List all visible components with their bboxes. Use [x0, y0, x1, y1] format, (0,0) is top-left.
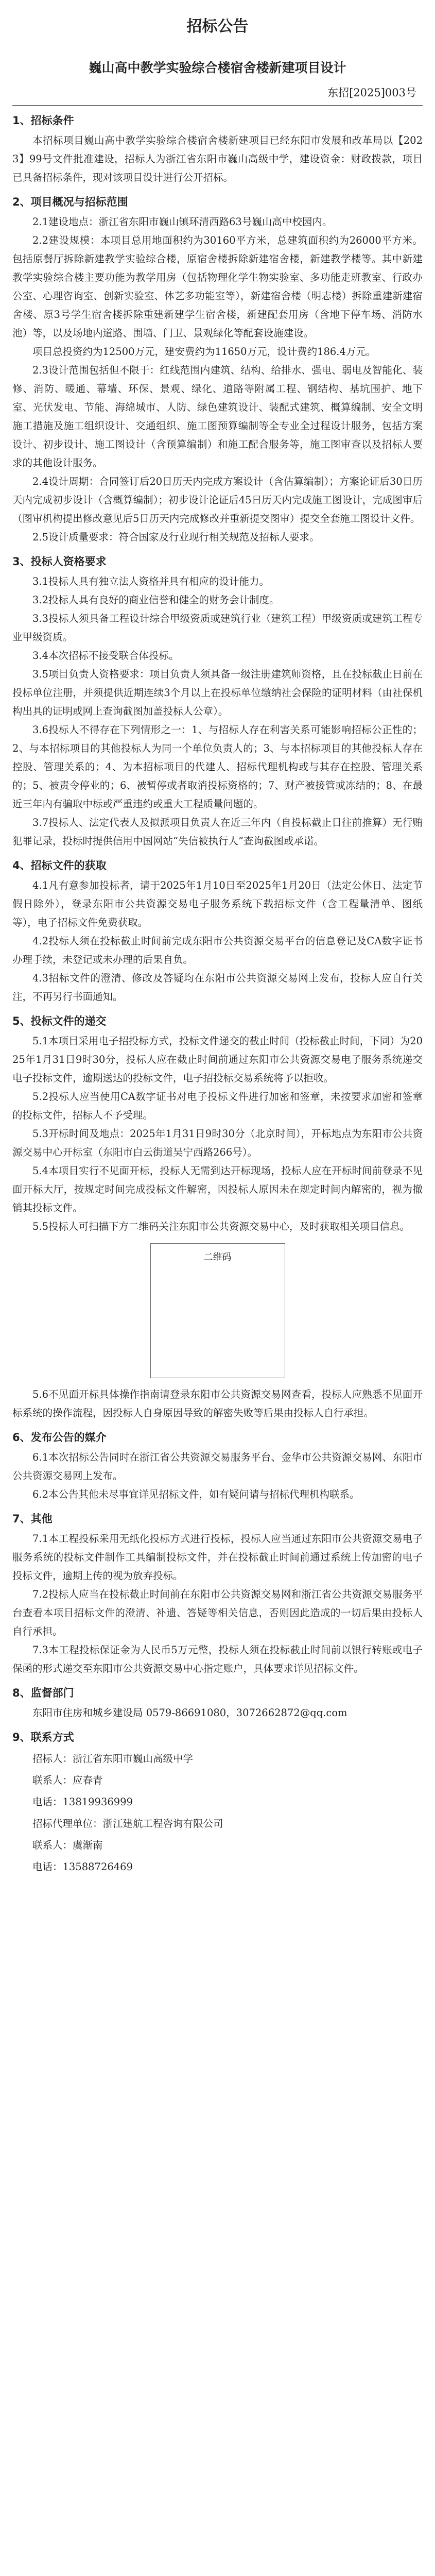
contact-agency-person — [12, 1835, 423, 1856]
section-heading: 5、投标文件的递交 — [12, 1015, 107, 1027]
section-paragraph: 2.2建设规模：本项目总用地面积约为30160平方米，总建筑面积约为26000平方米。包括原餐厅拆除新建教学实验综合楼，原宿舍楼拆除新建宿舍楼，新建教学楼等。其中新建教学实验综合楼主要功能为教学用房（包括物理化学生物实验室、多功能走班教室、行政办公室、心理咨询室、创新实验室、体艺多功能室等），新建宿舍楼（明志楼）拆除重建新建宿舍楼、原3号学生宿舍楼拆除重建新建学生宿舍楼，新建配套用房（含地下停车场、消防水池）等，以及场地内道路、围墙、门卫、景观绿化等配套设施建设。 — [12, 234, 423, 339]
section-heading: 7、其他 — [12, 1513, 53, 1525]
contact-tenderer-person-label: 联系人： — [32, 1774, 73, 1786]
section-paragraph: 4.1凡有意参加投标者，请于2025年1月10日至2025年1月20日（法定公休日、法定节假日除外），登录东阳市公共资源交易电子服务系统下载招标文件（含工程量清单、图纸等），电子招标文件免费获取。 — [12, 879, 423, 928]
section-paragraph: 3.1投标人具有独立法人资格并具有相应的设计能力。 — [32, 575, 270, 587]
section-paragraph: 4.2投标人须在投标截止时间前完成东阳市公共资源交易平台的信息登记及CA数字证书办理手续，未登记或未办理的后果自负。 — [12, 935, 423, 965]
qr-code-label: 二维码 — [203, 1252, 232, 1263]
announcement-body — [0, 112, 435, 1878]
section-heading: 6、发布公告的媒介 — [12, 1431, 107, 1444]
contact-tenderer-person — [12, 1770, 423, 1791]
section-heading: 4、招标文件的获取 — [12, 859, 107, 872]
section-paragraph: 3.3投标人须具备工程设计综合甲级资质或建筑行业（建筑工程）甲级资质或建筑工程专业甲级资质。 — [12, 613, 423, 643]
contact-agency-label: 招标代理单位： — [32, 1818, 103, 1829]
contact-tenderer-phone — [12, 1791, 423, 1813]
section-paragraph: 5.4本项目实行不见面开标，投标人无需到达开标现场，投标人应在开标时间前登录不见面开标大厅，按规定时间完成投标文件解密，因投标人原因未在规定时间内解密的，视为撤销其投标文件。 — [12, 1165, 423, 1214]
contact-agency-person-label: 联系人： — [32, 1839, 73, 1851]
section-paragraph: 3.5项目负责人资格要求：项目负责人须具备一级注册建筑师资格，且在投标截止日前在投标单位注册，并须提供近期连续3个月以上在投标单位缴纳社会保险的证明材料（由社保机构出具的证明或网上查询截图加盖投标人公章）。 — [12, 668, 423, 717]
section-paragraph: 3.2投标人具有良好的商业信誉和健全的财务会计制度。 — [32, 594, 280, 606]
contact-tenderer-label: 招标人： — [32, 1753, 73, 1765]
section-heading: 1、招标条件 — [12, 114, 74, 127]
contact-agency — [12, 1813, 423, 1835]
section-paragraph: 5.3开标时间及地点：2025年1月31日9时30分（北京时间），开标地点为东阳市公共资源交易中心开标室（东阳市白云街道吴宁西路266号）。 — [12, 1128, 423, 1158]
section-paragraph: 2.3设计范围包括但不限于：红线范围内建筑、结构、给排水、强电、弱电及智能化、装修、消防、暖通、幕墙、环保、景观、绿化、道路等附属工程、钢结构、基坑围护、地下室、光伏发电、节能、海绵城市、人防、绿色建筑设计、装配式建筑、概算编制、安全文明施工措施及施工组织设计、交通组织、施工图预算编制等全专业全过程设计服务，包括方案设计、初步设计、施工图设计（含预算编制）和施工配合服务等，施工图审查以及招标人要求的其他设计服务。 — [12, 364, 423, 469]
section-paragraph: 5.5投标人可扫描下方二维码关注东阳市公共资源交易中心，及时获取相关项目信息。 — [32, 1221, 410, 1232]
project-name: 巍山高中教学实验综合楼宿舍楼新建项目设计 — [89, 60, 346, 75]
section-paragraph: 4.3招标文件的澄清、修改及答疑均在东阳市公共资源交易网上发布，投标人应自行关注，不再另行书面通知。 — [12, 972, 423, 1003]
contact-agency-value: 浙江建航工程咨询有限公司 — [102, 1818, 223, 1829]
contact-tenderer-phone-label: 电话： — [32, 1796, 63, 1808]
section-heading: 3、投标人资格要求 — [12, 555, 107, 568]
qr-code-placeholder — [150, 1243, 285, 1378]
section-paragraph: 5.1本项目采用电子招投标方式，投标文件递交的截止时间（投标截止时间，下同）为2025年1月31日9时30分，投标人应在截止时间前通过东阳市公共资源交易电子服务系统递交电子投标文件，逾期送达的投标文件，电子招投标交易系统将予以拒收。 — [12, 1035, 423, 1084]
section-paragraph: 2.1建设地点：浙江省东阳市巍山镇环清西路63号巍山高中校园内。 — [32, 216, 333, 228]
contact-tenderer-person-value: 应春青 — [73, 1774, 103, 1786]
document-number: 东招[2025]003号 — [327, 87, 416, 99]
contact-agency-phone-value: 13588726469 — [62, 1861, 133, 1873]
contact-agency-phone-label: 电话： — [32, 1861, 63, 1873]
contact-tenderer-value: 浙江省东阳市巍山高级中学 — [73, 1753, 194, 1765]
contact-agency-phone — [12, 1856, 423, 1878]
title-divider — [12, 105, 423, 106]
section-paragraph: 东阳市住房和城乡建设局 0579-86691080，3072662872@qq.com — [32, 1707, 347, 1719]
contact-tenderer-phone-value: 13819936999 — [62, 1796, 133, 1808]
section-heading: 2、项目概况与招标范围 — [12, 196, 128, 208]
section-heading: 9、联系方式 — [12, 1731, 74, 1743]
section-paragraph: 5.6不见面开标具体操作指南请登录东阳市公共资源交易网查看，投标人应熟悉不见面开标系统的操作流程，因投标人自身原因导致的解密失败等后果由投标人自行承担。 — [12, 1388, 423, 1419]
section-heading: 8、监督部门 — [12, 1687, 74, 1699]
section-paragraph: 2.4设计周期：合同签订后20日历天内完成方案设计（含估算编制）；方案论证后30日历天内完成初步设计（含概算编制）；初步设计论证后45日历天内完成施工图设计，完成图审后（图审机构提出修改意见后5日历天内完成修改并重新提交图审）提交全套施工图设计文件。 — [12, 476, 423, 524]
page-title: 招标公告 — [186, 18, 249, 36]
section-paragraph: 7.2投标人应当在投标截止时间前在东阳市公共资源交易网和浙江省公共资源交易服务平台查看本项目招标文件的澄清、补遗、答疑等相关信息，否则因此造成的一切后果由投标人自行承担。 — [12, 1588, 423, 1637]
section-paragraph: 2.5设计质量要求：符合国家及行业现行相关规范及招标人要求。 — [32, 531, 320, 543]
section-paragraph: 7.3本工程投标保证金为人民币5万元整，投标人须在投标截止时间前以银行转账或电子保函的形式递交至东阳市公共资源交易中心指定账户，具体要求详见招标文件。 — [12, 1644, 423, 1674]
section-paragraph: 5.2投标人应当使用CA数字证书对电子投标文件进行加密和签章，未按要求加密和签章的投标文件，招标人不予受理。 — [12, 1091, 423, 1121]
section-paragraph: 6.2本公告其他未尽事宜详见招标文件，如有疑问请与招标代理机构联系。 — [32, 1488, 360, 1500]
section-paragraph: 3.7投标人、法定代表人及拟派项目负责人在近三年内（自投标截止日往前推算）无行贿犯罪记录，投标时提供信用中国网站“失信被执行人”查询截图或承诺。 — [12, 817, 423, 847]
contact-agency-person-value: 虞渐南 — [73, 1839, 103, 1851]
section-paragraph: 7.1本工程投标采用无纸化投标方式进行投标，投标人应当通过东阳市公共资源交易电子服务系统的投标文件制作工具编制投标文件，并在投标截止时间前通过系统上传加密的电子投标文件，逾期上传的视为放弃投标。 — [12, 1533, 423, 1582]
section-paragraph: 6.1本次招标公告同时在浙江省公共资源交易服务平台、金华市公共资源交易网、东阳市公共资源交易网上发布。 — [12, 1451, 423, 1482]
section-paragraph: 3.6投标人不得存在下列情形之一：1、与招标人存在利害关系可能影响招标公正性的；2、与本招标项目的其他投标人为同一个单位负责人的；3、与本招标项目的其他投标人存在控股、管理关系的；4、为本招标项目的代建人、招标代理机构或与其存在控股、管理关系的；5、被责令停业的；6、被暂停或者取消投标资格的；7、财产被接管或冻结的；8、在最近三年内有骗取中标或严重违约或重大工程质量问题的。 — [12, 724, 423, 810]
section-paragraph: 本招标项目巍山高中教学实验综合楼宿舍楼新建项目已经东阳市发展和改革局以【2023】99号文件批准建设，招标人为浙江省东阳市巍山高级中学，建设资金：财政拨款，项目已具备招标条件，现对该项目设计进行公开招标。 — [12, 134, 423, 183]
section-paragraph: 3.4本次招标不接受联合体投标。 — [32, 650, 179, 662]
section-paragraph: 项目总投资约为12500万元，建安费约为11650万元，设计费约186.4万元。 — [32, 346, 376, 358]
contact-tenderer — [12, 1748, 423, 1770]
